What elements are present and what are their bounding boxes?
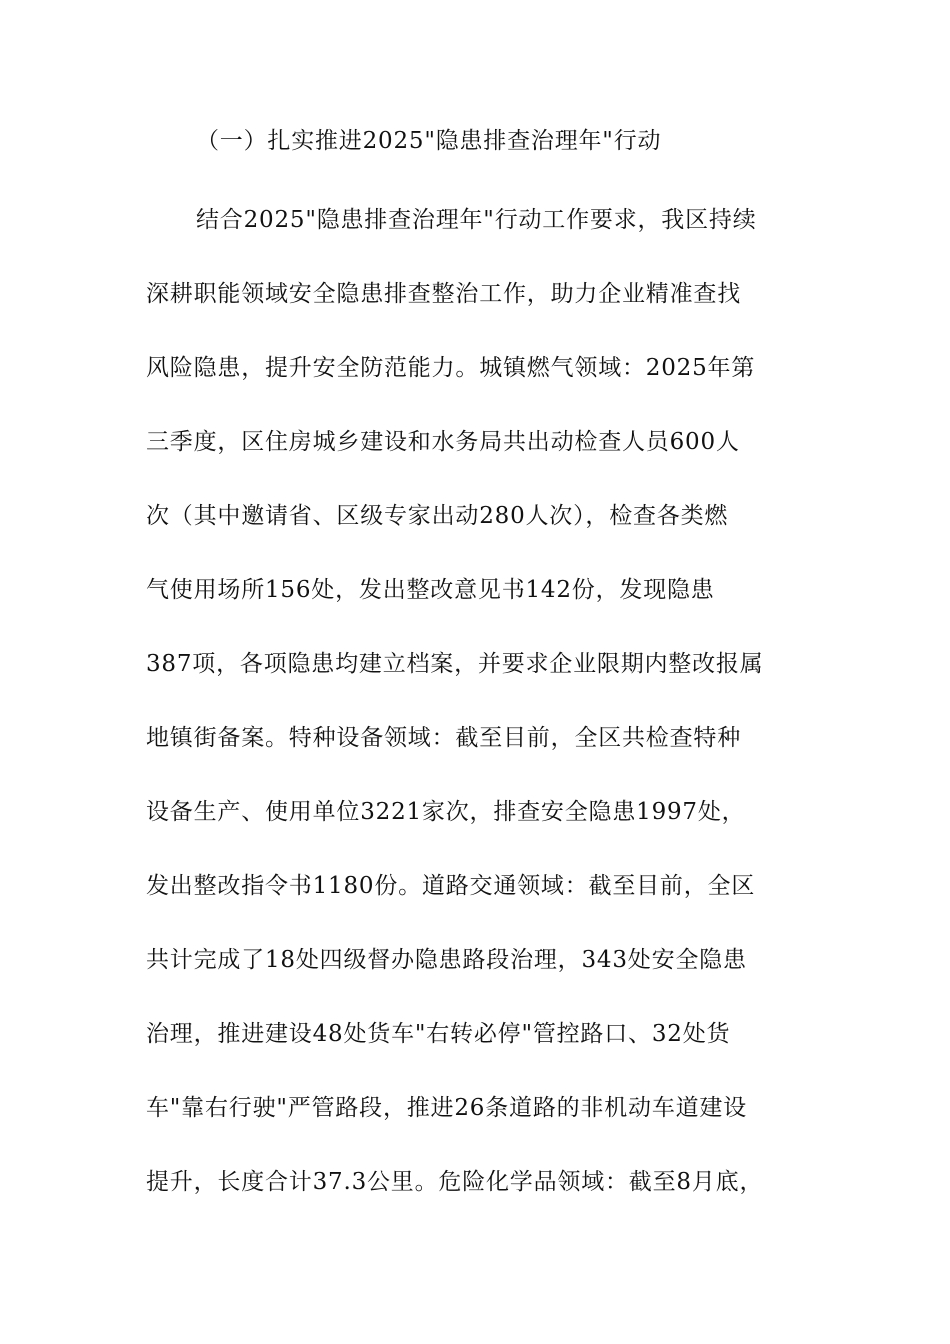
paragraph-line: 深耕职能领域安全隐患排查整治工作，助力企业精准查找	[146, 281, 741, 307]
paragraph-line: 设备生产、使用单位3221家次，排查安全隐患1997处，	[146, 799, 746, 825]
paragraph-line: 提升，长度合计37.3公里。危险化学品领域：截至8月底，	[146, 1169, 764, 1195]
paragraph-line: 387项，各项隐患均建立档案，并要求企业限期内整改报属	[146, 651, 764, 677]
paragraph-line: 三季度，区住房城乡建设和水务局共出动检查人员600人	[146, 429, 740, 455]
paragraph-line: 车"靠右行驶"严管路段，推进26条道路的非机动车道建设	[146, 1095, 748, 1121]
paragraph-line: 结合2025"隐患排查治理年"行动工作要求，我区持续	[196, 207, 757, 233]
paragraph-line: 气使用场所156处，发出整改意见书142份，发现隐患	[146, 577, 715, 603]
section-heading: （一）扎实推进2025"隐患排查治理年"行动	[196, 128, 662, 154]
paragraph-line: 共计完成了18处四级督办隐患路段治理，343处安全隐患	[146, 947, 747, 973]
paragraph-line: 治理，推进建设48处货车"右转必停"管控路口、32处货	[146, 1021, 731, 1047]
paragraph-line: 次（其中邀请省、区级专家出动280人次），检查各类燃	[146, 503, 729, 529]
paragraph-line: 地镇街备案。特种设备领域：截至目前，全区共检查特种	[146, 725, 741, 751]
paragraph-line: 发出整改指令书1180份。道路交通领域：截至目前，全区	[146, 873, 756, 899]
paragraph-line: 风险隐患，提升安全防范能力。城镇燃气领域：2025年第	[146, 355, 756, 381]
